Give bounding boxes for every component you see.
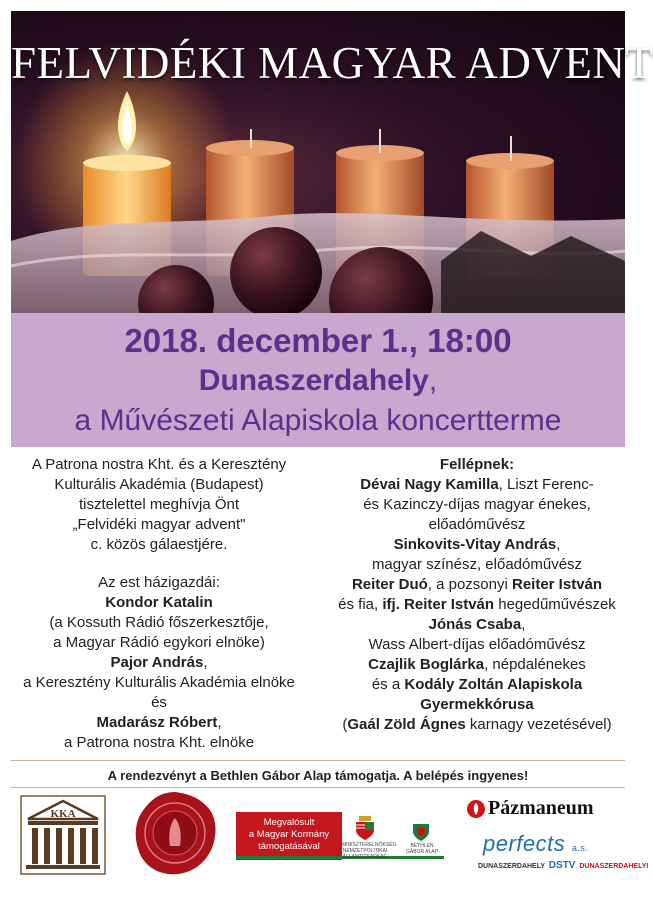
performer-name: Reiter Duó — [351, 576, 428, 593]
divider — [11, 787, 625, 788]
pazmaneum-icon — [466, 799, 486, 819]
government-support-badge: Megvalósult a Magyar Kormány támogatásával — [236, 812, 342, 860]
performer-description: és Kazinczy-díjas magyar énekes, — [363, 496, 591, 513]
hosts-heading: Az est házigazdái: — [98, 574, 220, 591]
event-city-line: Dunaszerdahely, — [198, 364, 438, 397]
host-name: Pajor András — [110, 654, 204, 671]
performer-name: Dévai Nagy Kamilla — [360, 476, 499, 493]
host-description: a Patrona nostra Kht. elnöke — [63, 734, 255, 751]
event-datetime: 2018. december 1., 18:00 — [124, 322, 512, 359]
invite-line: Kulturális Akadémia (Budapest) — [54, 476, 264, 493]
media-partner-logos — [478, 860, 648, 871]
host-description: a Keresztény Kulturális Akadémia elnöke — [23, 674, 295, 691]
host-description: (a Kossuth Rádió főszerkesztője, — [49, 614, 269, 631]
conjunction: és — [151, 694, 167, 711]
invitation-column: A Patrona nostra Kht. és a Keresztény Kulturális Akadémia (Budapest) tisztelettel meghívja Önt „Felvidéki magyar advent" c. közös gálaestjére. Az est házigazdái: Kondor Katalin (a Kossuth Rádió főszerkesztője, a Magyar Rádió egykori elnöke) Pajor András, a Keresztény Kulturális Akadémia elnöke és Madarász Róbert, a Patrona nostra Kht. elnöke — [0, 455, 318, 753]
invite-line: „Felvidéki magyar advent" — [72, 516, 246, 533]
pazmaneum-logo: Pázmaneum — [488, 797, 594, 819]
performers-heading: Fellépnek: — [439, 456, 515, 473]
bga-label: BETHLEN GÁBOR ALAP — [406, 843, 438, 855]
performers-column: Fellépnek: Dévai Nagy Kamilla, Liszt Ferenc- és Kazinczy-díjas magyar énekes, előadóművész Sinkovits-Vitay András, magyar színész, előadóművész Reiter Duó, a pozsonyi Reiter István és fia, ifj. Reiter István hegedűművészek Jónás Csaba, Wass Albert-díjas előadóművész Czajlik Boglárka, népdalénekes és a Kodály Zoltán Alapiskola Gyermekkórusa (Gaál Zöld Ágnes karnagy vezetésével) — [318, 455, 636, 735]
event-city: Dunaszerdahely — [198, 364, 429, 397]
hero-image — [11, 11, 653, 313]
performer-name: Reiter István — [512, 576, 603, 593]
performer-description: előadóművész — [428, 516, 526, 533]
dunaszerdahelyi-logo: DUNASZERDAHELYI — [579, 863, 649, 870]
performer-description: magyar színész, előadóművész — [371, 556, 583, 573]
divider — [11, 760, 625, 761]
event-info-band — [11, 313, 625, 447]
performer-name: Czajlik Boglárka — [368, 656, 485, 673]
ministry-label: MINISZTERELNÖKSÉG NEMZETPOLITIKAI ÁLLAMTITKÁRSÁG — [342, 842, 397, 860]
performer-name: Kodály Zoltán Alapiskola — [404, 676, 583, 693]
event-venue: a Művészeti Alapiskola koncertterme — [74, 404, 562, 437]
invite-line: A Patrona nostra Kht. és a Keresztény — [31, 456, 287, 473]
sponsor-note: A rendezvényt a Bethlen Gábor Alap támogatja. A belépés ingyenes! — [107, 768, 529, 783]
invite-line: tisztelettel meghívja Önt — [78, 496, 240, 513]
performer-description: Wass Albert-díjas előadóművész — [368, 636, 586, 653]
host-name: Kondor Katalin — [105, 594, 213, 611]
kka-logo — [20, 795, 106, 875]
kka-logo-text: KKA — [50, 808, 76, 820]
performer-name: Jónás Csaba — [428, 616, 522, 633]
poster-title: FELVIDÉKI MAGYAR ADVENT — [11, 38, 653, 88]
performer-name: Sinkovits-Vitay András — [393, 536, 557, 553]
bethlen-gabor-alap-icon — [412, 822, 430, 842]
hungarian-coat-of-arms-icon — [354, 816, 376, 840]
host-description: a Magyar Rádió egykori elnöke) — [53, 634, 265, 651]
dstv-logo: DSTV — [548, 860, 576, 871]
perfects-logo: perfects a.s. — [483, 831, 589, 856]
host-name: Madarász Róbert — [96, 714, 218, 731]
performer-name: ifj. Reiter István — [382, 596, 495, 613]
conductor-name: Gaál Zöld Ágnes — [347, 716, 466, 733]
government-badge-stripe — [236, 856, 444, 859]
dunaszerdahely-logo: DUNASZERDAHELY — [478, 863, 545, 870]
patrona-nostra-seal — [132, 790, 218, 876]
performer-name: Gyermekkórusa — [420, 696, 534, 713]
invite-line: c. közös gálaestjére. — [90, 536, 228, 553]
